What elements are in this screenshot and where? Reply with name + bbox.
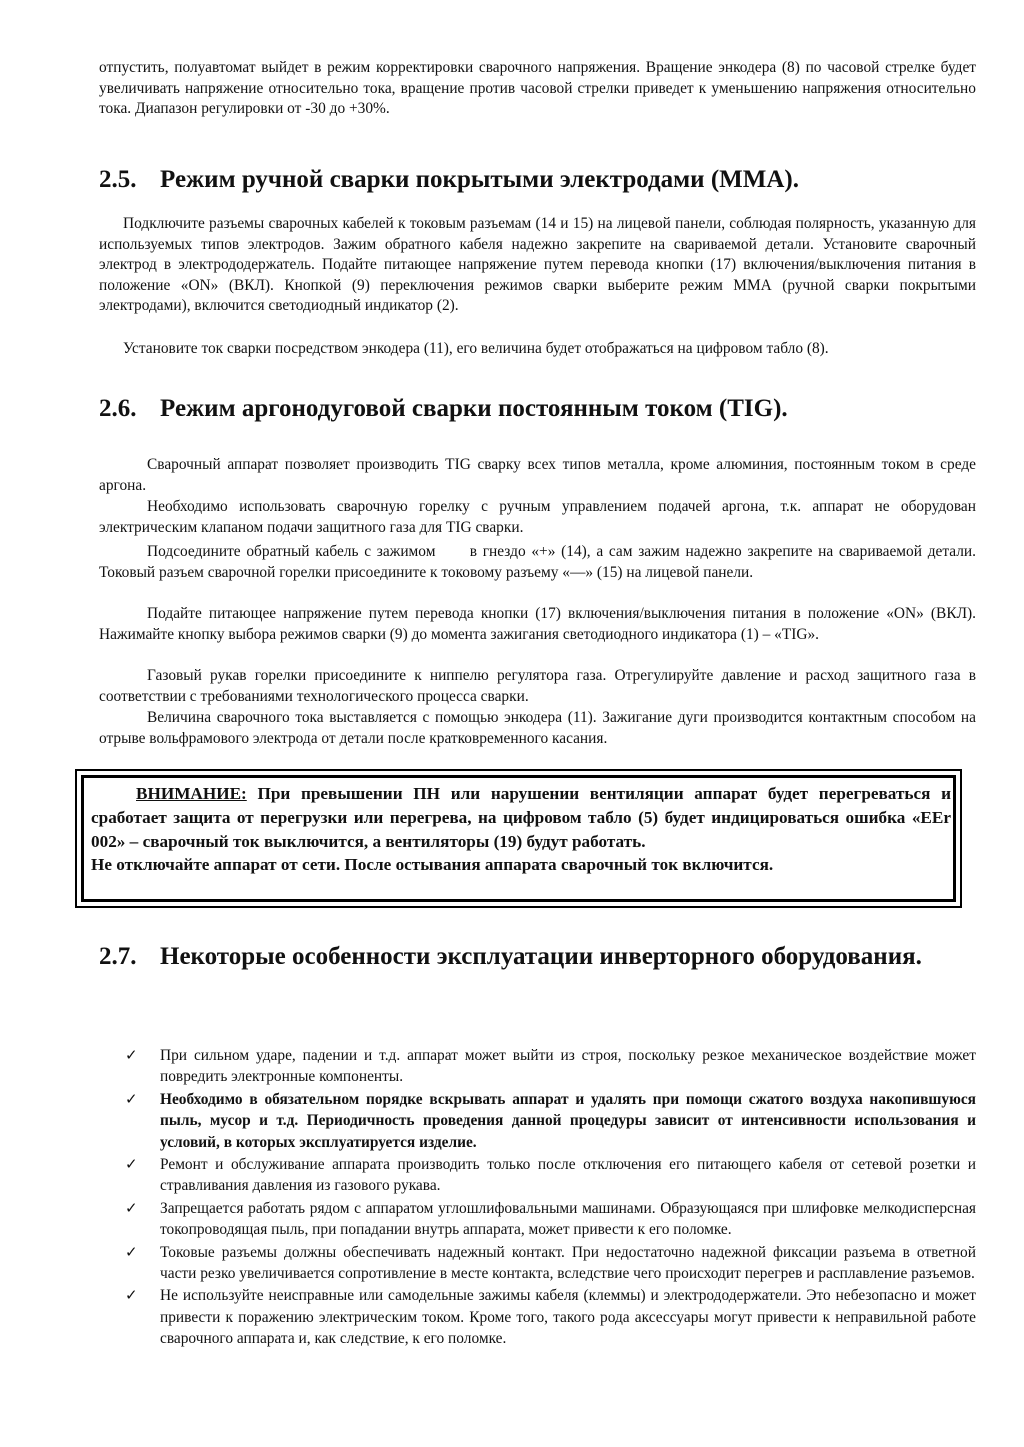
- tig-paragraph-1: Сварочный аппарат позволяет производить TIG сварку всех типов металла, кроме алюминия, постоянным током в среде аргона.: [99, 456, 976, 494]
- list-item: [125, 1242, 976, 1285]
- section-title: Некоторые особенности эксплуатации инверторного оборудования.: [160, 943, 922, 970]
- section-title: Режим аргонодуговой сварки постоянным током (TIG).: [160, 395, 788, 422]
- list-item: [125, 1089, 976, 1153]
- checkmark-icon: ✓: [125, 1286, 138, 1305]
- warning-line-2: Не отключайте аппарат от сети. После остывания аппарата сварочный ток включится.: [91, 855, 774, 875]
- tips-list: [125, 1045, 976, 1351]
- list-item-text: Необходимо в обязательном порядке вскрывать аппарат и удалять при помощи сжатого воздуха накопившуюся пыль, мусор и т.д. Периодичность проведения данной процедуры зависит от интенсивности использования и условий, в которых эксплуатируется изделие.: [160, 1090, 976, 1151]
- tig-paragraph-5: Газовый рукав горелки присоедините к ниппелю регулятора газа. Отрегулируйте давление и расход защитного газа в соответствии с требованиями технологического процесса сварки.: [99, 667, 976, 705]
- section-heading-2-5: [99, 164, 976, 195]
- section-number: 2.7.: [99, 943, 137, 970]
- checkmark-icon: ✓: [125, 1198, 138, 1217]
- list-item: [125, 1285, 976, 1349]
- mma-paragraph-1: Подключите разъемы сварочных кабелей к токовым разъемам (14 и 15) на лицевой панели, соблюдая полярность, указанную для используемых типов электродов. Зажим обратного кабеля надежно закрепите на свариваемой детали. Установите сварочный электрод в электрододержатель. Подайте питающее напряжение путем перевода кнопки (17) включения/выключения питания в положение «ON» (ВКЛ). Кнопкой (9) переключения режимов сварки выберите режим ММА (ручной сварки покрытыми электродами), включится светодиодный индикатор (2).: [99, 215, 976, 315]
- checkmark-icon: ✓: [125, 1089, 138, 1108]
- list-item-text: Не используйте неисправные или самодельные зажимы кабеля (клеммы) и электрододержатели. Это небезопасно и может привести к поражению электрическим током. Кроме того, такого рода аксессуары могут привести к неправильной работе сварочного аппарата и, как следствие, к его поломке.: [160, 1287, 976, 1348]
- list-item: [125, 1198, 976, 1241]
- tig-paragraph-3: Подсоедините обратный кабель с зажимом в гнездо «+» (14), а сам зажим надежно закрепите на свариваемой детали. Токовый разъем сварочной горелки присоедините к токовому разъему «—» (15) на лицевой панели.: [99, 543, 980, 581]
- list-item-text: При сильном ударе, падении и т.д. аппарат может выйти из строя, поскольку резкое механическое воздействие может повредить электронные компоненты.: [160, 1047, 976, 1086]
- list-item: [125, 1045, 976, 1088]
- section-number: 2.5.: [99, 166, 137, 193]
- tig-paragraph-2: Необходимо использовать сварочную горелку с ручным управлением подачей аргона, т.к. аппарат не оборудован электрическим клапаном подачи защитного газа для TIG сварки.: [99, 498, 976, 536]
- tig-paragraph-4: Подайте питающее напряжение путем перевода кнопки (17) включения/выключения питания в положение «ON» (ВКЛ). Нажимайте кнопку выбора режимов сварки (9) до момента зажигания светодиодного индикатора (1) – «TIG».: [99, 605, 976, 643]
- warning-body: При превышении ПН или нарушении вентиляции аппарат будет перегреваться и сработает защита от перегрузки или перегрева, на цифровом табло (5) будет индицироваться ошибка «EEr 002» – сварочный ток выключится, а вентиляторы (19) будут работать.: [91, 784, 951, 851]
- list-item-text: Токовые разъемы должны обеспечивать надежный контакт. При недостаточно надежной фиксации разъема в ответной части резко увеличивается сопротивление в месте контакта, вследствие чего происходит перегрев и расплавление разъемов.: [160, 1243, 976, 1283]
- warning-text: [91, 782, 951, 877]
- checkmark-icon: ✓: [125, 1242, 138, 1261]
- section-number: 2.6.: [99, 395, 137, 422]
- mma-paragraph-2: Установите ток сварки посредством энкодера (11), его величина будет отображаться на цифровом табло (8).: [123, 340, 829, 357]
- checkmark-icon: ✓: [125, 1046, 138, 1064]
- list-item-text: Запрещается работать рядом с аппаратом углошлифовальными машинами. Образующаяся при шлифовке мелкодисперсная токопроводящая пыль, при попадании внутрь аппарата, может привести к его поломке.: [160, 1199, 976, 1239]
- checkmark-icon: ✓: [125, 1155, 138, 1174]
- section-heading-2-6: [99, 393, 976, 424]
- intro-paragraph: отпустить, полуавтомат выйдет в режим корректировки сварочного напряжения. Вращение энкодера (8) по часовой стрелке будет увеличивать напряжение относительно тока, вращение против часовой стрелки приведет к уменьшению напряжения относительно тока. Диапазон регулировки от -30 до +30%.: [99, 59, 976, 118]
- list-item-text: Ремонт и обслуживание аппарата производить только после отключения его питающего кабеля от сетевой розетки и стравливания давления из газового рукава.: [160, 1156, 976, 1195]
- warning-label: ВНИМАНИЕ:: [136, 784, 247, 803]
- section-heading-2-7: [99, 941, 976, 972]
- section-title: Режим ручной сварки покрытыми электродами (ММА).: [160, 166, 799, 193]
- tig-paragraph-6: Величина сварочного тока выставляется с помощью энкодера (11). Зажигание дуги производится контактным способом на отрыве вольфрамового электрода от детали после кратковременного касания.: [99, 709, 976, 747]
- list-item: [125, 1154, 976, 1197]
